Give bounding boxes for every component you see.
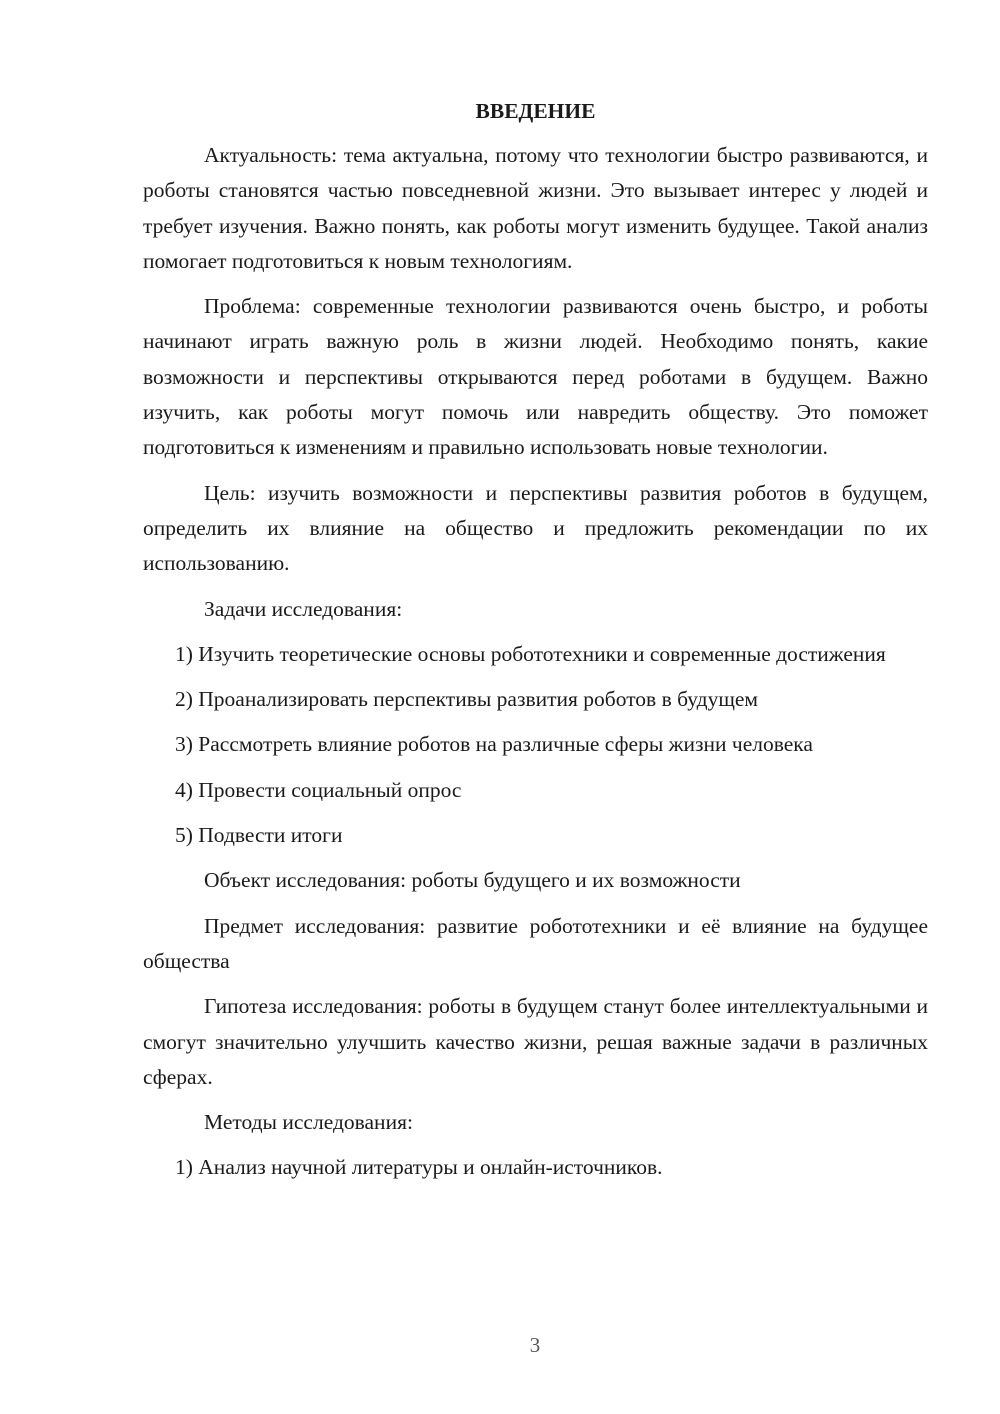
task-item-1: 1) Изучить теоретические основы робототехники и современные достижения bbox=[175, 641, 886, 666]
page-number: 3 bbox=[529, 1333, 541, 1357]
relevance-paragraph: Актуальность: тема актуальна, потому что технологии быстро развиваются, и роботы становятся частью повседневной жизни. Это вызывает интерес у людей и требует изучения. Важно понять, как роботы могут изменить будущее. Такой анализ помогает подготовиться к новым технологиям. bbox=[143, 143, 928, 273]
task-item-4: 4) Провести социальный опрос bbox=[175, 777, 462, 802]
goal-paragraph: Цель: изучить возможности и перспективы развития роботов в будущем, определить их влияние на общество и предложить рекомендации по их использованию. bbox=[143, 480, 928, 576]
subject-paragraph: Предмет исследования: развитие робототехники и её влияние на будущее общества bbox=[143, 913, 928, 973]
document-page bbox=[143, 96, 928, 1196]
hypothesis-paragraph: Гипотеза исследования: роботы в будущем станут более интеллектуальными и смогут значительно улучшить качество жизни, решая важные задачи в различных сферах. bbox=[143, 994, 928, 1089]
object-paragraph: Объект исследования: роботы будущего и их возможности bbox=[204, 868, 741, 893]
task-item-3: 3) Рассмотреть влияние роботов на различные сферы жизни человека bbox=[175, 732, 813, 757]
methods-heading: Методы исследования: bbox=[204, 1110, 413, 1135]
section-title: ВВЕДЕНИЕ bbox=[475, 99, 596, 123]
problem-paragraph: Проблема: современные технологии развиваются очень быстро, и роботы начинают играть важную роль в жизни людей. Необходимо понять, какие возможности и перспективы открываются перед роботами в будущем. Важно изучить, как роботы могут помочь или навредить обществу. Это поможет подготовиться к изменениям и правильно использовать новые технологии. bbox=[143, 294, 928, 460]
task-item-5: 5) Подвести итоги bbox=[175, 823, 343, 848]
tasks-heading: Задачи исследования: bbox=[204, 596, 403, 621]
method-item-1: 1) Анализ научной литературы и онлайн-источников. bbox=[175, 1155, 663, 1180]
task-item-2: 2) Проанализировать перспективы развития роботов в будущем bbox=[175, 687, 759, 712]
